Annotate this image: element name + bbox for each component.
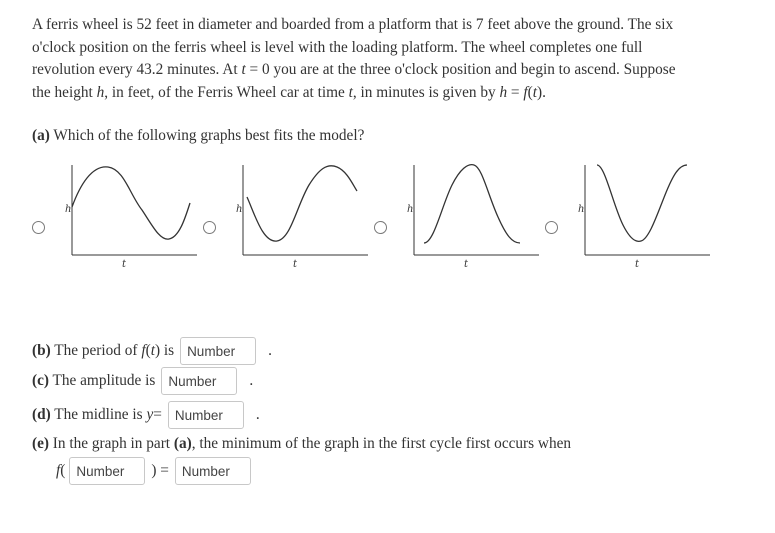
axis-label-h-3: h (407, 204, 414, 215)
axis-label-t-1: t (122, 259, 127, 270)
part-e-row: (e) In the graph in part (a) , the minimum of the graph in the first cycle first occurs when (32, 435, 572, 452)
graph-3 (394, 155, 544, 265)
graph-option-2[interactable] (203, 155, 373, 270)
graph-4 (565, 155, 715, 265)
curve-4 (597, 165, 687, 241)
min-time-input[interactable] (69, 457, 145, 485)
midline-input[interactable] (168, 401, 244, 429)
curve-1 (72, 167, 190, 239)
part-c-row: (c) The amplitude is Number . (32, 367, 253, 395)
amplitude-input[interactable] (161, 367, 237, 395)
graph-1 (52, 155, 202, 265)
axis-label-h-1: h (65, 204, 72, 215)
part-d-row: (d) The midline is y = Number . (32, 401, 260, 429)
graph-option-4[interactable] (545, 155, 715, 270)
period-input[interactable] (180, 337, 256, 365)
axis-label-t-3: t (464, 259, 469, 270)
radio-option-2[interactable] (203, 221, 216, 234)
radio-option-3[interactable] (374, 221, 387, 234)
curve-2 (247, 166, 357, 241)
graph-2 (223, 155, 373, 265)
problem-statement: A ferris wheel is 52 feet in diameter and boarded from a platform that is 7 feet above the ground. The six o'clock position on the ferris wheel is level with the loading platform. The wheel completes one full revolution every 43.2 minutes. At t = 0 you are at the three o'clock position and begin to ascend. Suppose the height h, in feet, of the Ferris Wheel car at time t, in minutes is given by h = f(t). (32, 16, 676, 101)
part-a-question: (a) Which of the following graphs best fits the model? (32, 127, 365, 144)
curve-3 (424, 165, 520, 243)
axis-label-t-2: t (293, 259, 298, 270)
axis-label-h-4: h (578, 204, 585, 215)
part-b-row: (b) The period of f ( t ) is Number . (32, 337, 272, 365)
graph-option-3[interactable] (374, 155, 544, 270)
part-e-answer-row: f ( Number ) = Number (56, 457, 251, 485)
min-value-input[interactable] (175, 457, 251, 485)
axis-label-t-4: t (635, 259, 640, 270)
axis-label-h-2: h (236, 204, 243, 215)
graph-option-1[interactable] (32, 155, 202, 270)
radio-option-1[interactable] (32, 221, 45, 234)
radio-option-4[interactable] (545, 221, 558, 234)
